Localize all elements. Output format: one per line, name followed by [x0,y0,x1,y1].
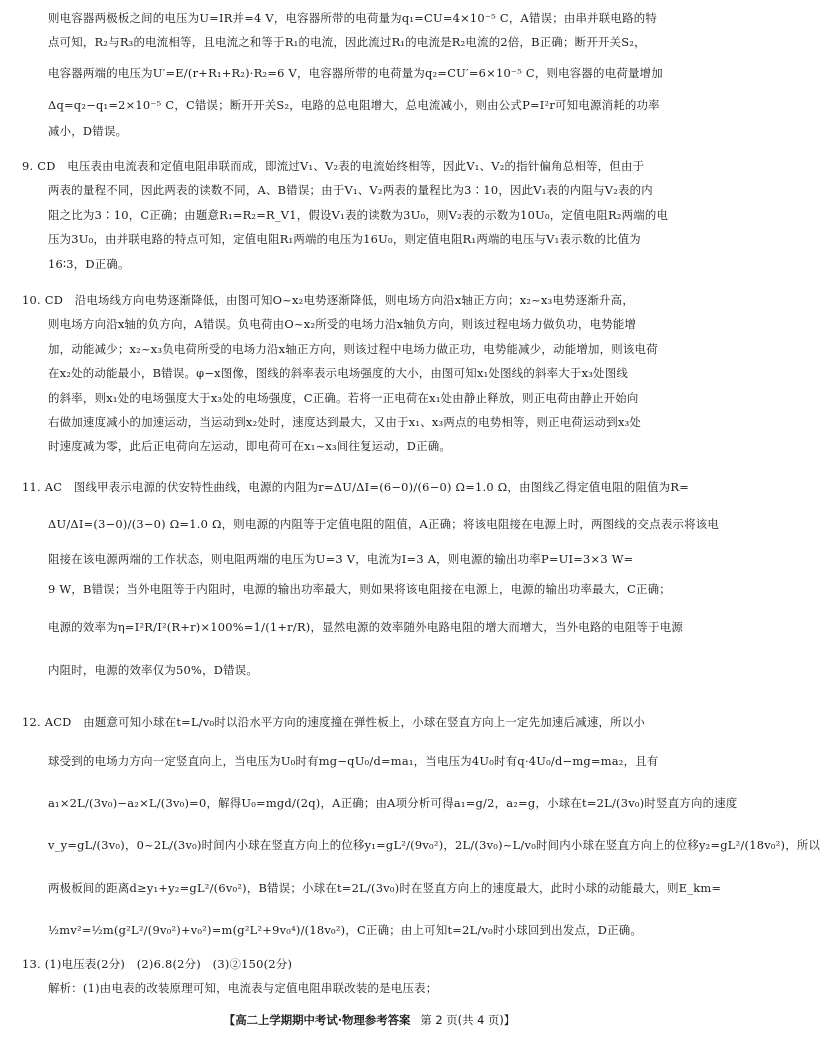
text-line: 减小，D错误。 [48,123,128,138]
text-line: 电源的效率为η=I²R/I²(R+r)×100%=1/(1+r/R)，显然电源的效率随外电路电阻的增大而增大，当外电路的电阻等于电源 [48,620,683,634]
text-line: 11. AC 图线甲表示电源的伏安特性曲线，电源的内阻为r=ΔU/ΔI=(6−0)/(6−0) Ω=1.0 Ω，由图线乙得定值电阻的阻值为R= [22,480,690,494]
text-line: 两极板间的距离d≥y₁+y₂=gL²/(6v₀²)，B错误；小球在t=2L/(3v₀)时在竖直方向上的速度最大，此时小球的动能最大，则E_km= [48,881,722,895]
text-line: 压为3U₀，由并联电路的特点可知，定值电阻R₁两端的电压为16U₀，则定值电阻R₁两端的电压与V₁表示数的比值为 [48,232,641,247]
text-line: 时速度减为零，此后正电荷向左运动，即电荷可在x₁~x₃间往复运动，D正确。 [48,439,452,454]
text-line: 阻接在该电源两端的工作状态，则电阻两端的电压为U=3 V，电流为I=3 A，则电源的输出功率P=UI=3×3 W= [48,552,634,566]
question-13-answer [22,952,722,1001]
page-footer [0,1012,739,1028]
text-line: 两表的量程不同，因此两表的读数不同，A、B错误；由于V₁、V₂两表的量程比为3∶10，因此V₁表的内阻与V₂表的内 [48,183,653,198]
question-10-answer [22,288,722,459]
text-line: Δq=q₂−q₁=2×10⁻⁵ C，C错误；断开开关S₂，电路的总电阻增大，总电流减小，则由公式P=I²r可知电源消耗的功率 [48,97,660,112]
text-line: ΔU/ΔI=(3−0)/(3−0) Ω=1.0 Ω，则电源的内阻等于定值电阻的阻值，A正确；将该电阻接在电源上时，两图线的交点表示将该电 [48,517,720,531]
text-line: 电容器两端的电压为U′=E/(r+R₁+R₂)·R₂=6 V，电容器所带的电荷量为q₂=CU′=6×10⁻⁵ C，则电容器的电荷量增加 [48,65,663,80]
text-line: 16∶3，D正确。 [48,256,130,271]
text-line: 则电容器两极板之间的电压为U=IR并=4 V，电容器所带的电荷量为q₁=CU=4×10⁻⁵ C，A错误；由串并联电路的特 [48,11,658,25]
text-line: 10. CD 沿电场线方向电势逐渐降低，由图可知O~x₂电势逐渐降低，则电场方向沿x轴正方向；x₂~x₃电势逐渐升高， [22,293,634,307]
question-9-answer [22,154,722,276]
text-line: ½mv²=½m(g²L²/(9v₀²)+v₀²)=m(g²L²+9v₀⁴)/(18v₀²)，C正确；由上可知t=2L/v₀时小球回到出发点，D正确。 [48,923,643,937]
question-11-answer [22,470,722,690]
text-line: 12. ACD 由题意可知小球在t=L/v₀时以沿水平方向的速度撞在弹性板上，小球在竖直方向上一定先加速后减速，所以小 [22,715,646,729]
text-line: 的斜率，则x₁处的电场强度大于x₃处的电场强度，C正确。若将一正电荷在x₁处由静止释放，则正电荷由静止开始向 [48,390,639,405]
text-line: 阻之比为3∶10，C正确；由题意R₁=R₂=R_V1，假设V₁表的读数为3U₀，则V₂表的示数为10U₀，定值电阻R₂两端的电 [48,207,669,222]
question-12-answer [22,704,820,950]
text-line: 加，动能减少；x₂~x₃负电荷所受的电场力沿x轴正方向，则该过程中电场力做正功，电势能减少，动能增加，则该电荷 [48,341,658,356]
footer-page-info: 第 2 页(共 4 页)】 [420,1013,516,1027]
text-line: 内阻时，电源的效率仅为50%，D错误。 [48,663,259,677]
text-line: 球受到的电场力方向一定竖直向上，当电压为U₀时有mg−qU₀/d=ma₁，当电压为4U₀时有q·4U₀/d−mg=ma₂，且有 [48,754,659,768]
text-line: a₁×2L/(3v₀)−a₂×L/(3v₀)=0，解得U₀=mgd/(2q)，A正确；由A项分析可得a₁=g/2，a₂=g，小球在t=2L/(3v₀)时竖直方向的速度 [48,796,738,810]
prev-question-tail [22,6,748,143]
text-line: 9 W，B错误；当外电阻等于内阻时，电源的输出功率最大，则如果将该电阻接在电源上，电源的输出功率最大，C正确； [48,582,671,596]
text-line: 则电场方向沿x轴的负方向，A错误。负电荷由O~x₂所受的电场力沿x轴负方向，则该过程电场力做负功，电势能增 [48,317,637,332]
text-line: v_y=gL/(3v₀)，0~2L/(3v₀)时间内小球在竖直方向上的位移y₁=gL²/(9v₀²)，2L/(3v₀)~L/v₀时间内小球在竖直方向上的位移y₂=gL²/(18v₀²)，所以 [48,838,820,852]
text-line: 右做加速度减小的加速运动，当运动到x₂处时，速度达到最大，又由于x₁、x₃两点的电势相等，则正电荷运动到x₃处 [48,415,642,430]
footer-title: 【高二上学期期中考试·物理参考答案 [223,1013,411,1027]
text-line: 在x₂处的动能最小，B错误。φ−x图像，图线的斜率表示电场强度的大小，由图可知x₁处图线的斜率大于x₃处图线 [48,366,628,381]
text-line: 解析：(1)由电表的改装原理可知，电流表与定值电阻串联改装的是电压表； [48,981,438,996]
text-line: 13. (1)电压表(2分) (2)6.8(2分) (3)②150(2分) [22,957,293,971]
text-line: 9. CD 电压表由电流表和定值电阻串联而成，即流过V₁、V₂表的电流始终相等，因此V₁、V₂的指针偏角总相等，但由于 [22,159,645,173]
text-line: 点可知，R₂与R₃的电流相等，且电流之和等于R₁的电流，因此流过R₁的电流是R₂电流的2倍，B正确；断开开关S₂， [48,35,646,50]
